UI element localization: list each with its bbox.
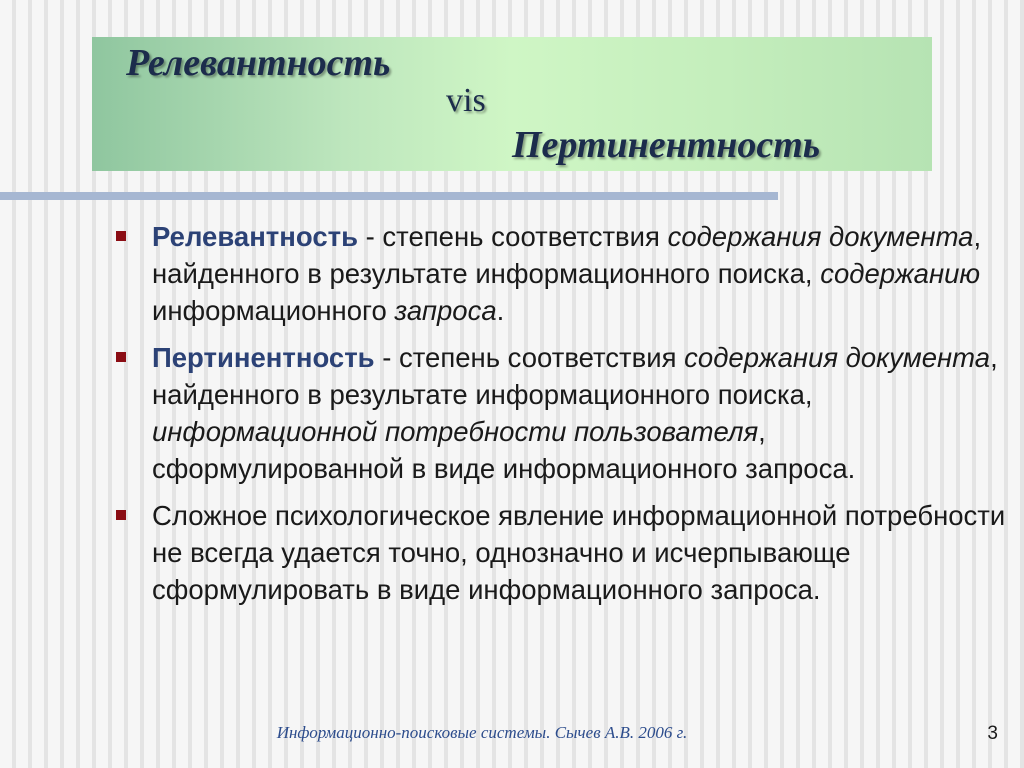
square-bullet-icon bbox=[116, 510, 126, 520]
square-bullet-icon bbox=[116, 231, 126, 241]
square-bullet-icon bbox=[116, 352, 126, 362]
item-italic-text: информационной потребности пользователя bbox=[152, 416, 759, 447]
item-italic-text: запроса bbox=[394, 295, 497, 326]
title-banner bbox=[92, 37, 932, 171]
item-text: - степень соответствия bbox=[374, 342, 685, 373]
divider-bar bbox=[0, 192, 778, 200]
item-italic-text: содержания документа bbox=[684, 342, 991, 373]
title-relevance: Релевантность bbox=[126, 42, 391, 84]
item-text: . bbox=[496, 295, 505, 326]
term-pertinence: Пертинентность bbox=[152, 342, 375, 373]
item-text: , найденного в результате информационного поиска, bbox=[152, 221, 982, 289]
item-text: , найденного в результате информационного поиска, bbox=[152, 342, 998, 410]
list-item-pertinence bbox=[112, 339, 1012, 487]
footer-text: Информационно-поисковые системы. Сычев А.В. 2006 г. bbox=[276, 723, 688, 742]
item-text: - степень соответствия bbox=[357, 221, 668, 252]
term-relevance: Релевантность bbox=[152, 221, 358, 252]
list-item-relevance bbox=[112, 218, 1012, 329]
item-italic-text: содержанию bbox=[820, 258, 981, 289]
list-item-complexity bbox=[112, 497, 1012, 608]
bullet-list bbox=[112, 218, 1012, 618]
item-text: Сложное психологическое явление информационной потребности не всегда удается точно, однозначно и исчерпывающе сформулировать в виде информационного запроса. bbox=[152, 500, 1006, 605]
item-italic-text: содержания документа bbox=[667, 221, 974, 252]
title-vis: vis bbox=[446, 82, 486, 119]
item-text: , сформулированной в виде информационного запроса. bbox=[152, 416, 856, 484]
item-text: информационного bbox=[152, 295, 395, 326]
footer bbox=[0, 723, 1024, 743]
title-pertinence: Пертинентность bbox=[512, 124, 821, 166]
page-number: 3 bbox=[987, 723, 998, 744]
